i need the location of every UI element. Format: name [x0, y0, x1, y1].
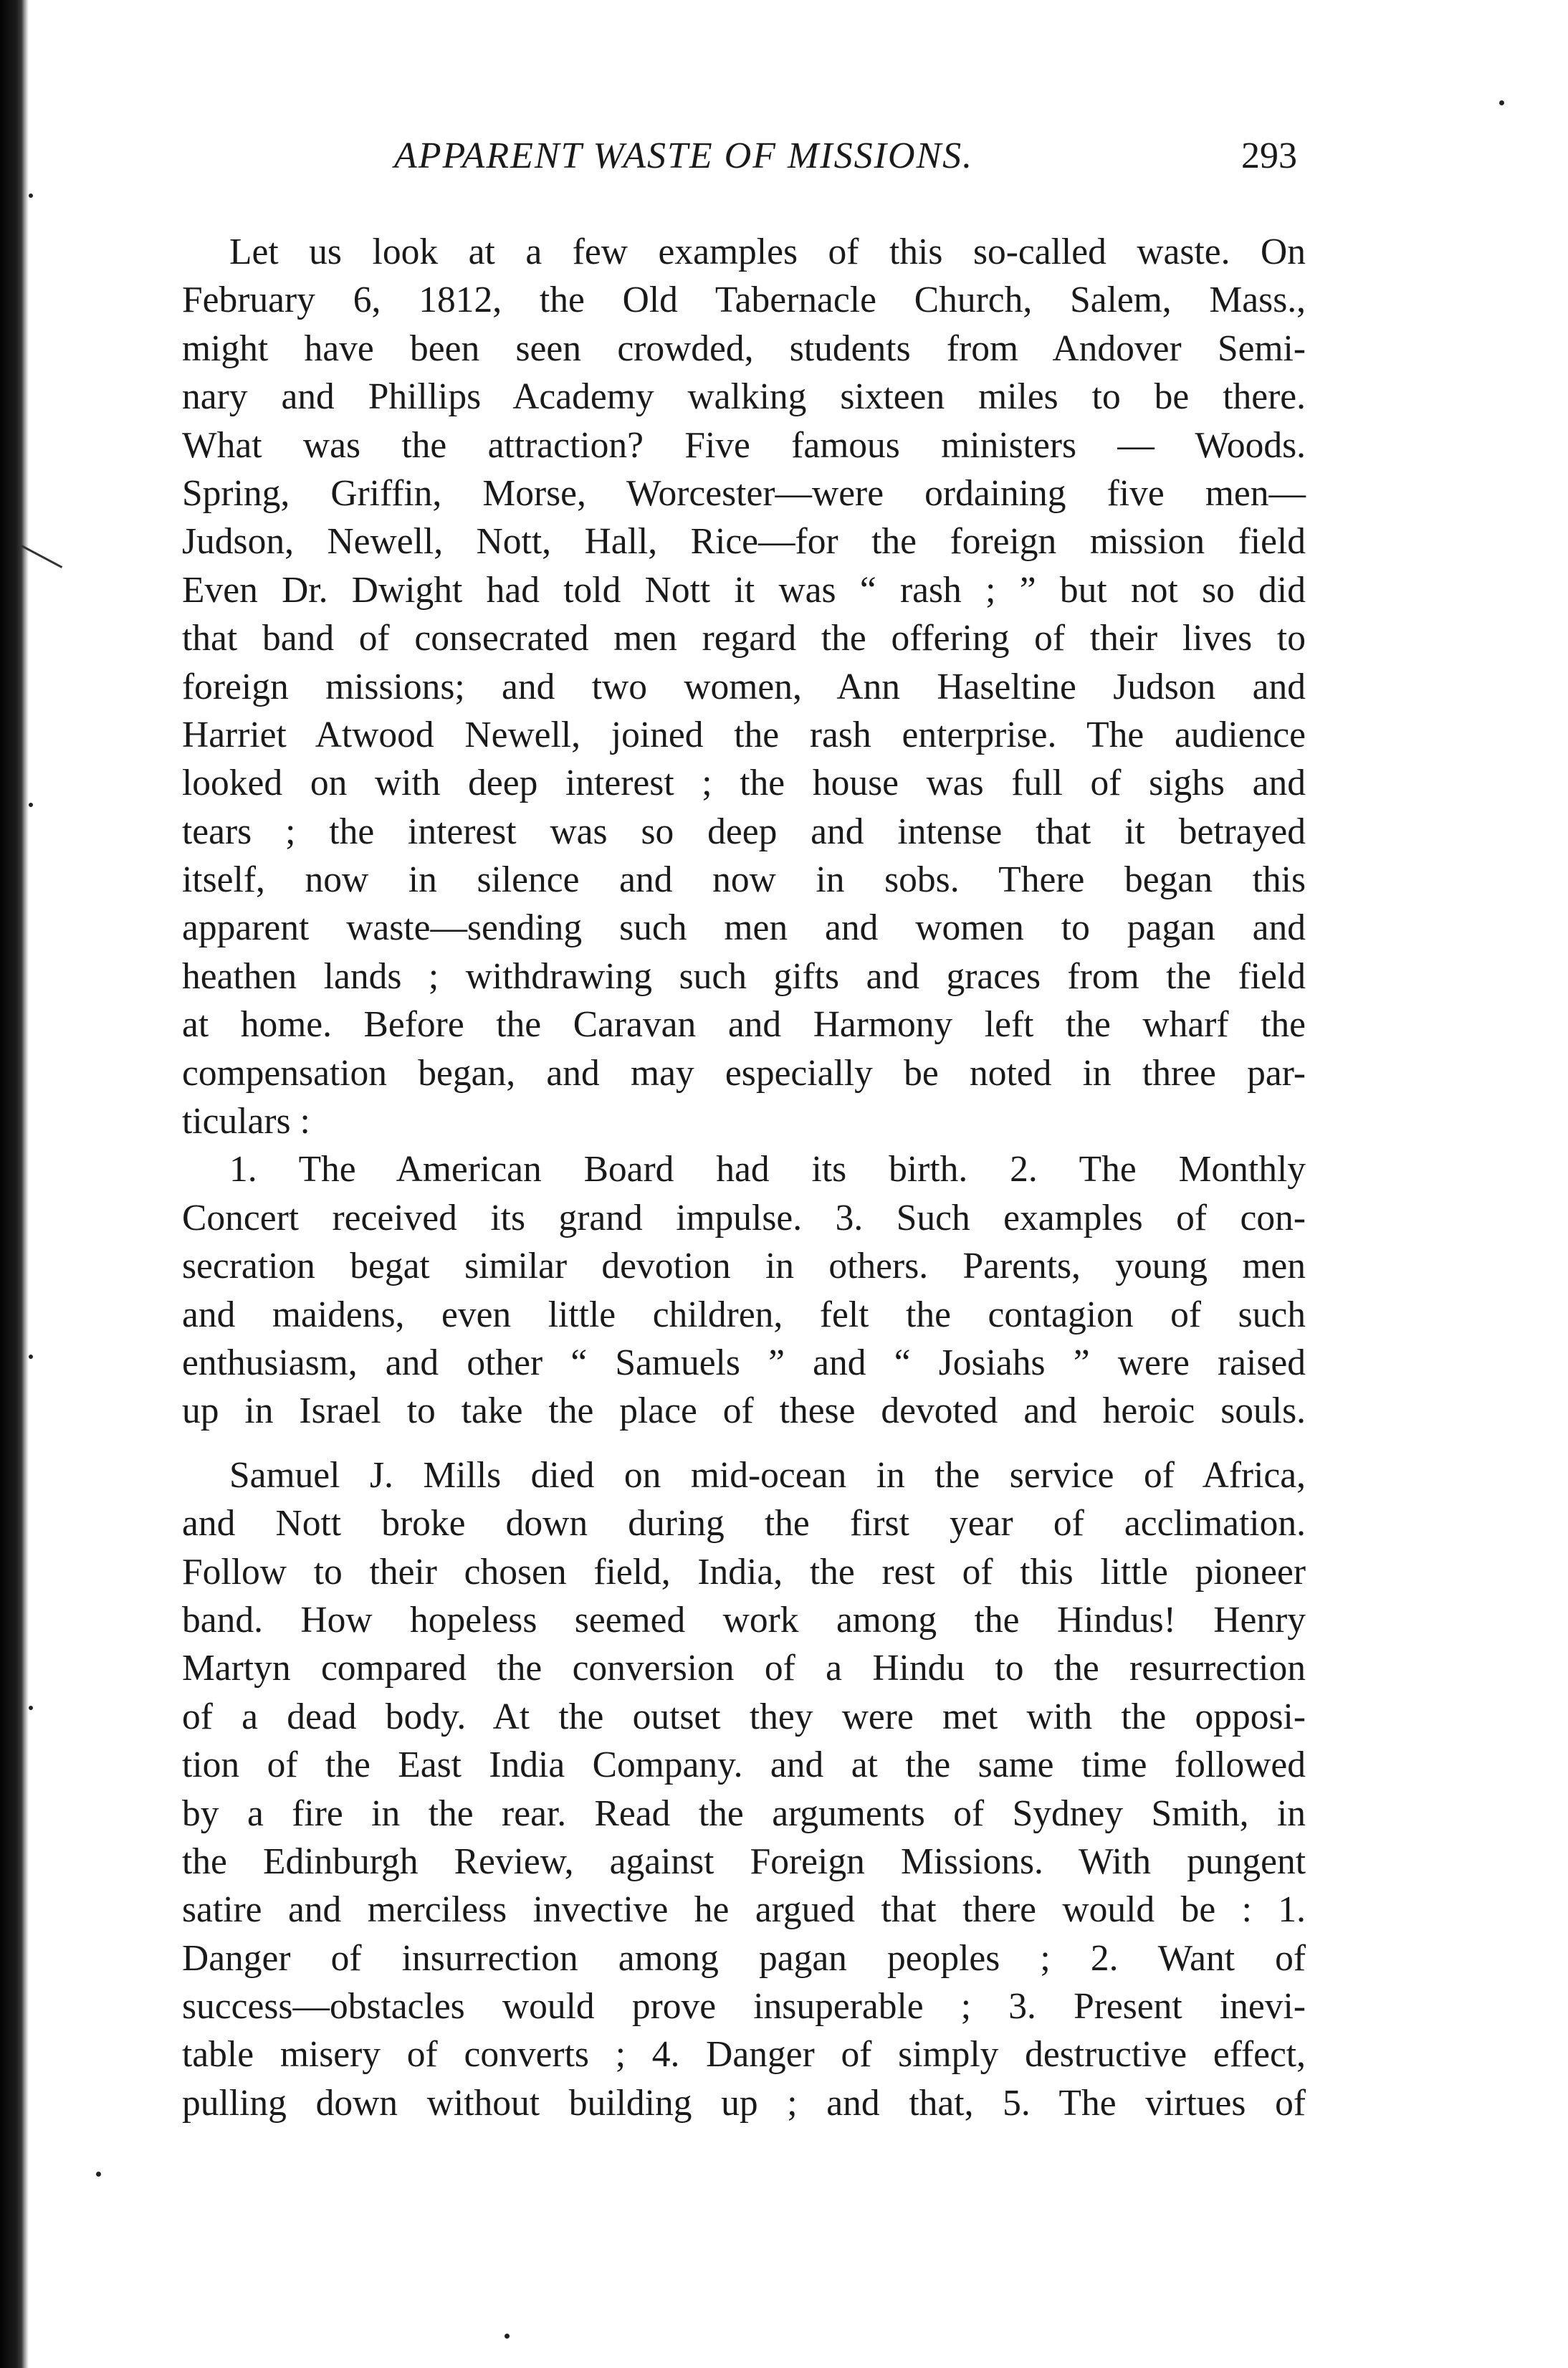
text-line: Concert received its grand impulse. 3. Such examples of con-	[182, 1197, 1306, 1238]
text-line: success—obstacles would prove insuperable ; 3. Present inevi-	[182, 1986, 1306, 2028]
text-line: nary and Phillips Academy walking sixteen miles to be there.	[182, 376, 1306, 418]
paragraph-1	[182, 228, 1306, 1145]
text-line: at home. Before the Caravan and Harmony left the wharf the	[182, 1004, 1306, 1046]
text-line: tion of the East India Company. and at the same time followed	[182, 1744, 1306, 1786]
binding-edge	[0, 0, 29, 2368]
text-line: pulling down without building up ; and that, 5. The virtues of	[182, 2082, 1306, 2124]
text-line: itself, now in silence and now in sobs. There began this	[182, 859, 1306, 901]
text-line: Even Dr. Dwight had told Nott it was “ rash ; ” but not so did	[182, 569, 1306, 611]
text-line: by a fire in the rear. Read the arguments of Sydney Smith, in	[182, 1792, 1306, 1834]
scan-speck	[1499, 100, 1504, 105]
paragraph-2	[182, 1145, 1306, 1435]
text-line: Spring, Griffin, Morse, Worcester—were ordaining five men—	[182, 472, 1306, 514]
scan-speck	[505, 2334, 510, 2339]
text-line: enthusiasm, and other “ Samuels ” and “ Josiahs ” were raised	[182, 1342, 1306, 1383]
text-line: ticulars :	[182, 1101, 310, 1142]
text-line: and maidens, even little children, felt the contagion of such	[182, 1294, 1306, 1335]
text-line: band. How hopeless seemed work among the Hindus! Henry	[182, 1599, 1306, 1641]
text-line: of a dead body. At the outset they were met with the opposi-	[182, 1696, 1306, 1737]
page-number: 293	[1241, 135, 1297, 176]
text-line: satire and merciless invective he argued that there would be : 1.	[182, 1889, 1306, 1931]
running-head: APPARENT WASTE OF MISSIONS.	[394, 135, 974, 176]
text-line: Samuel J. Mills died on mid-ocean in the service of Africa,	[229, 1454, 1306, 1496]
text-line: that band of consecrated men regard the offering of their lives to	[182, 618, 1306, 659]
text-line: Follow to their chosen field, India, the rest of this little pioneer	[182, 1551, 1306, 1593]
text-line: the Edinburgh Review, against Foreign Missions. With pungent	[182, 1841, 1306, 1882]
text-line: Judson, Newell, Nott, Hall, Rice—for the foreign mission field	[182, 521, 1306, 563]
scan-speck	[96, 2172, 101, 2177]
text-line: Harriet Atwood Newell, joined the rash enterprise. The audience	[182, 714, 1306, 755]
scan-speck	[29, 803, 33, 807]
text-line: foreign missions; and two women, Ann Haseltine Judson and	[182, 666, 1306, 707]
text-line: compensation began, and may especially be noted in three par-	[182, 1052, 1306, 1094]
text-line: secration begat similar devotion in others. Parents, young men	[182, 1246, 1306, 1287]
text-line: heathen lands ; withdrawing such gifts and graces from the field	[182, 955, 1306, 997]
text-line: 1. The American Board had its birth. 2. The Monthly	[229, 1149, 1306, 1190]
scan-speck	[29, 1355, 33, 1359]
text-line: up in Israel to take the place of these devoted and heroic souls.	[182, 1390, 1306, 1432]
text-line: Martyn compared the conversion of a Hindu to the resurrection	[182, 1648, 1306, 1689]
text-line: table misery of converts ; 4. Danger of simply destructive effect,	[182, 2034, 1306, 2076]
body-text	[182, 228, 1306, 2127]
text-line: Let us look at a few examples of this so-called waste. On	[229, 231, 1306, 272]
text-line: What was the attraction? Five famous ministers — Woods.	[182, 424, 1306, 466]
scan-speck	[29, 1706, 33, 1710]
text-line: February 6, 1812, the Old Tabernacle Church, Salem, Mass.,	[182, 280, 1306, 321]
paragraph-3	[182, 1451, 1306, 2127]
text-line: tears ; the interest was so deep and intense that it betrayed	[182, 811, 1306, 852]
text-line: might have been seen crowded, students from Andover Semi-	[182, 328, 1306, 369]
text-line: and Nott broke down during the first year of acclimation.	[182, 1503, 1306, 1545]
text-line: looked on with deep interest ; the house was full of sighs and	[182, 763, 1306, 804]
text-line: apparent waste—sending such men and women to pagan and	[182, 907, 1306, 949]
scan-speck	[29, 194, 33, 198]
text-line: Danger of insurrection among pagan peoples ; 2. Want of	[182, 1937, 1306, 1979]
